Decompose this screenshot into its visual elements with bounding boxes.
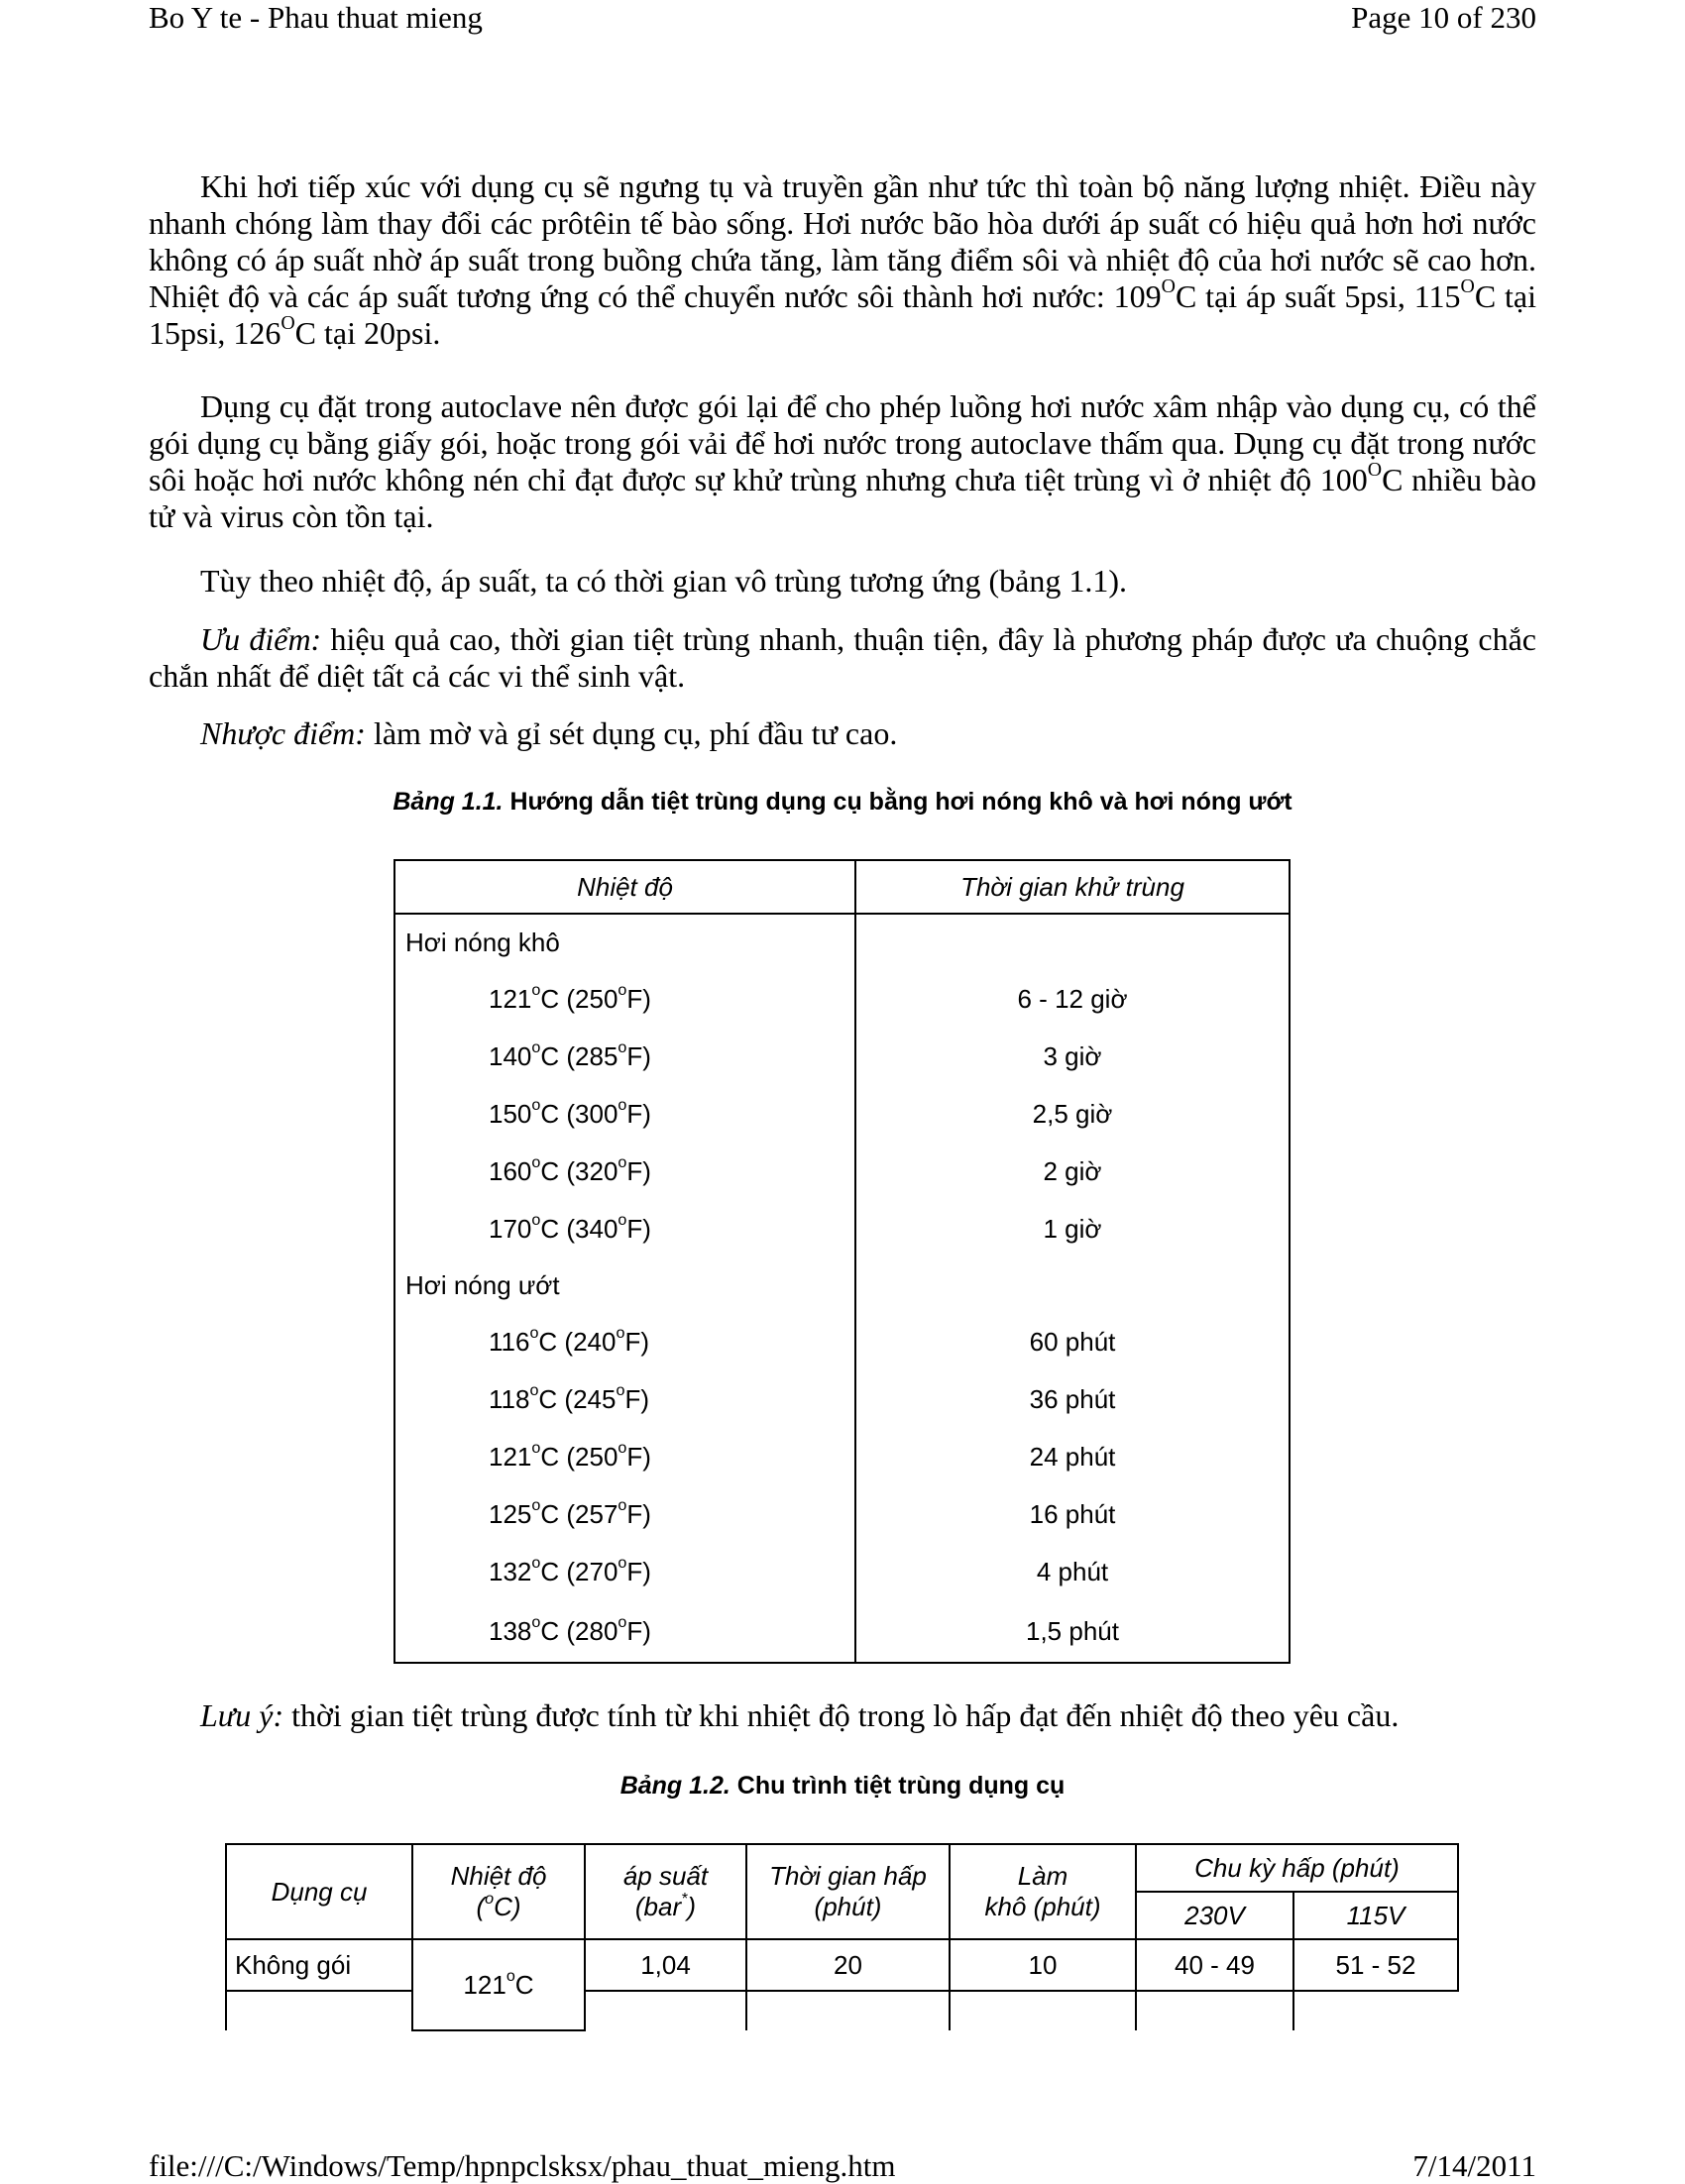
table2-header-cycle: Chu kỳ hấp (phút) [1136,1844,1458,1892]
table1-group-row [394,914,1290,970]
sterilization-table [393,859,1291,1664]
table2-header-time: Thời gian hấp (phút) [746,1844,950,1939]
advantages-paragraph: Ưu điểm: hiệu quả cao, thời gian tiệt trùng nhanh, thuận tiện, đây là phương pháp được ưa chuộng chắc chắn nhất để diệt tất cả các vi thể sinh vật. [149,621,1537,694]
table-row: 150$^o$C (300$^o$F) 2,5 giờ [394,1085,1290,1143]
footer-date: 7/14/2011 [1412,2148,1536,2183]
advantages-label: Ưu điểm: [200,621,322,657]
table2-header-temp: Nhiệt độ ($^o$C) [412,1844,585,1939]
table1-group-wet: Hơi nóng ướt [394,1257,855,1313]
table2-header-dry: Làm khô (phút) [950,1844,1136,1939]
footer-file-path: file:///C:/Windows/Temp/hpnpclsksx/phau_thuat_mieng.htm [149,2148,896,2183]
table-row: 125$^o$C (257$^o$F) 16 phút [394,1485,1290,1543]
paragraph-2: Dụng cụ đặt trong autoclave nên được gói lại để cho phép luồng hơi nước xâm nhập vào dụng cụ, có thể gói dụng cụ bằng giấy gói, hoặc trong gói vải để hơi nước trong autoclave thấm qua. Dụng cụ đặt trong nước sôi hoặc hơi nước không nén chỉ đạt được sự khử trùng nhưng chưa tiệt trùng vì ở nhiệt độ $100^OC$ nhiều bào tử và virus còn tồn tại. [149,388,1537,534]
table-row: 160$^o$C (320$^o$F) 2 giờ [394,1143,1290,1200]
note-label: Lưu ý: [200,1697,284,1733]
table2-caption: Bảng 1.2. Chu trình tiệt trùng dụng cụ [619,1772,1066,1800]
sterilization-cycle-table [225,1843,1459,2031]
table-row: 138$^o$C (280$^o$F) 1,5 phút [394,1600,1290,1663]
header-title: Bo Y te - Phau thuat mieng [149,0,483,35]
table-row: Không gói 121$^o$C 1,04 20 10 40 - 49 51 - 52 [226,1939,1458,1991]
paragraph-1: Khi hơi tiếp xúc với dụng cụ sẽ ngưng tụ và truyền gần như tức thì toàn bộ năng lượng nhiệt. Điều này nhanh chóng làm thay đổi các prôtêin tế bào sống. Hơi nước bão hòa dưới áp suất có hiệu quả hơn hơi nước không có áp suất nhờ áp suất trong buồng chứa tăng, làm tăng điểm sôi và nhiệt độ của hơi nước sẽ cao hơn. Nhiệt độ và các áp suất tương ứng có thể chuyển nước sôi thành hơi nước: $109^OC$ tại áp suất 5psi, $115^OC$ tại 15psi, $126^OC$ tại 20psi. [149,168,1537,351]
table1-group-dry: Hơi nóng khô [394,914,855,970]
table-row: 170$^o$C (340$^o$F) 1 giờ [394,1200,1290,1257]
paragraph-3: Tùy theo nhiệt độ, áp suất, ta có thời gian vô trùng tương ứng (bảng 1.1). [200,563,1128,599]
table1-group-row [394,1257,1290,1313]
note-paragraph: Lưu ý: thời gian tiệt trùng được tính từ khi nhiệt độ trong lò hấp đạt đến nhiệt độ theo yêu cầu. [200,1697,1400,1733]
table2-header-pressure: áp suất (bar*) [585,1844,746,1939]
table-row: 140$^o$C (285$^o$F) 3 giờ [394,1028,1290,1085]
table-row: 118$^o$C (245$^o$F) 36 phút [394,1370,1290,1428]
disadvantages-label: Nhược điểm: [200,715,366,751]
table-row [226,1991,1458,2030]
table-row: 132$^o$C (270$^o$F) 4 phút [394,1543,1290,1600]
table-row: 121$^o$C (250$^o$F) 6 - 12 giờ [394,970,1290,1028]
table1-caption: Bảng 1.1. Hướng dẫn tiệt trùng dụng cụ bằng hơi nóng khô và hơi nóng ướt [393,788,1292,816]
table2-header-tool: Dụng cụ [226,1844,412,1939]
table2-header-230v: 230V [1136,1892,1293,1939]
table1-header-time: Thời gian khử trùng [855,860,1290,914]
table2-header-115v: 115V [1293,1892,1458,1939]
disadvantages-paragraph: Nhược điểm: làm mờ và gỉ sét dụng cụ, phí đầu tư cao. [200,715,898,751]
table-row: 116$^o$C (240$^o$F) 60 phút [394,1313,1290,1370]
table-row: 121$^o$C (250$^o$F) 24 phút [394,1428,1290,1485]
header-page-number: Page 10 of 230 [1351,0,1536,35]
table1-header-temp: Nhiệt độ [394,860,855,914]
